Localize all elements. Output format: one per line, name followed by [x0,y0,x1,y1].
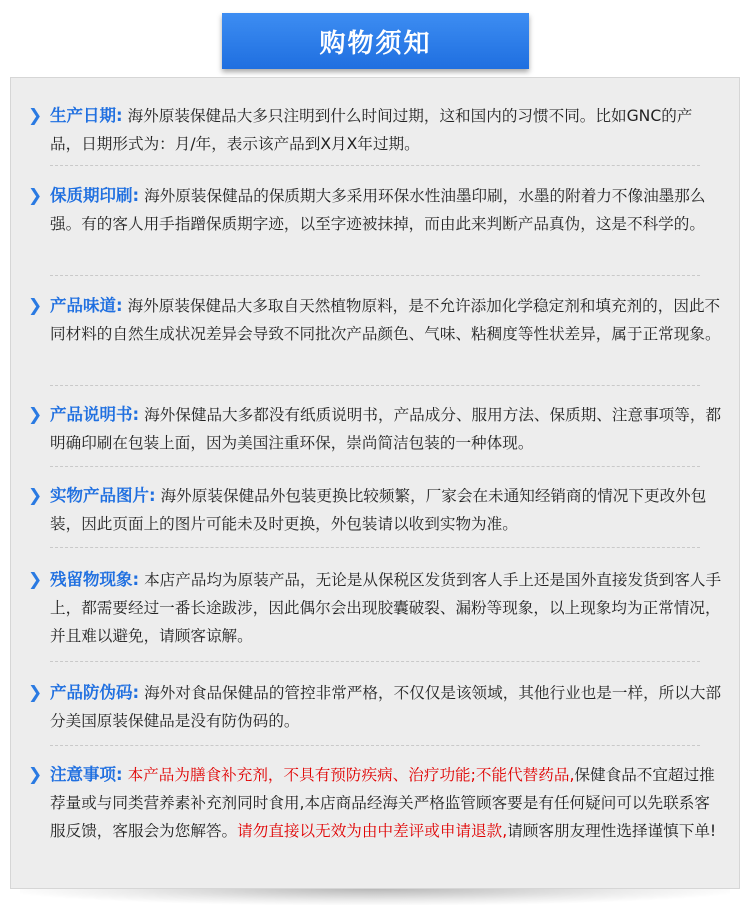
section-body: 海外原装保健品外包装更换比较频繁，厂家会在未通知经销商的情况下更改外包装，因此页面上的图片可能未及时更换，外包装请以收到实物为准。 [50,487,707,533]
divider [50,547,700,548]
section-heading: 产品防伪码: [50,683,140,702]
panel-shadow [20,889,730,905]
section-product-images [28,482,722,538]
section-manual [28,401,722,457]
section-body: 本店产品均为原装产品，无论是从保税区发货到客人手上还是国外直接发货到客人手上，都需要经过一番长途跋涉，因此偶尔会出现胶囊破裂、漏粉等现象，以上现象均为正常情况，并且难以避免，请顾客谅解。 [50,571,722,645]
notice-refund-warning: 请勿直接以无效为由中差评或申请退款, [237,822,508,840]
section-body: 海外原装保健品的保质期大多采用环保水性油墨印刷，水墨的附着力不像油墨那么强。有的客人用手指蹭保质期字迹，以至字迹被抹掉，而由此来判断产品真伪，这是不科学的。 [50,187,706,233]
section-heading: 实物产品图片: [50,486,156,505]
banner-title [222,13,529,69]
section-body: 海外原装保健品大多取自天然植物原料，是不允许添加化学稳定剂和填充剂的，因此不同材料的自然生成状况差异会导致不同批次产品颜色、气味、粘稠度等性状差异，属于正常现象。 [50,297,721,343]
chevron-right-icon: ❯ [28,106,43,126]
section-residue [28,566,722,650]
divider [50,745,700,746]
section-heading: 保质期印刷: [50,186,140,205]
chevron-right-icon: ❯ [28,186,43,206]
banner-title-text: 购物须知 [319,28,432,59]
notice-body-text: 保健食品不宜超过推荐量或与同类营养素补充剂同时食用,本店商品经海关严格监管顾客要是有任何疑问可以先联系客服反馈，客服会为您解答。 [50,766,715,840]
section-production-date [28,102,722,158]
section-heading: 残留物现象: [50,570,140,589]
chevron-right-icon: ❯ [28,683,43,703]
divider [50,466,700,467]
divider [50,165,700,166]
section-heading: 产品说明书: [50,405,140,424]
section-body: 海外对食品保健品的管控非常严格，不仅仅是该领域，其他行业也是一样，所以大部分美国原装保健品是没有防伪码的。 [50,684,722,730]
section-notice [28,761,722,845]
notice-warning-text: 本产品为膳食补充剂，不具有预防疾病、治疗功能;不能代替药品, [122,766,575,784]
chevron-right-icon: ❯ [28,296,43,316]
chevron-right-icon: ❯ [28,405,43,425]
section-heading: 产品味道: [50,296,123,315]
section-heading: 生产日期: [50,106,123,125]
section-expiry-print [28,182,722,238]
section-body: 海外保健品大多都没有纸质说明书，产品成分、服用方法、保质期、注意事项等，都明确印刷在包装上面，因为美国注重环保，崇尚简洁包装的一种体现。 [50,406,722,452]
divider [50,385,700,386]
section-anti-counterfeit [28,679,722,735]
notice-closing-text: 请顾客朋友理性选择谨慎下单! [507,822,717,840]
notice-heading: 注意事项: [50,765,123,784]
section-product-smell [28,292,722,348]
chevron-right-icon: ❯ [28,765,43,785]
divider [50,275,700,276]
section-body: 海外原装保健品大多只注明到什么时间过期，这和国内的习惯不同。比如GNC的产品，日期形式为：月/年，表示该产品到X月X年过期。 [50,107,693,153]
divider [50,661,700,662]
chevron-right-icon: ❯ [28,570,43,590]
chevron-right-icon: ❯ [28,486,43,506]
